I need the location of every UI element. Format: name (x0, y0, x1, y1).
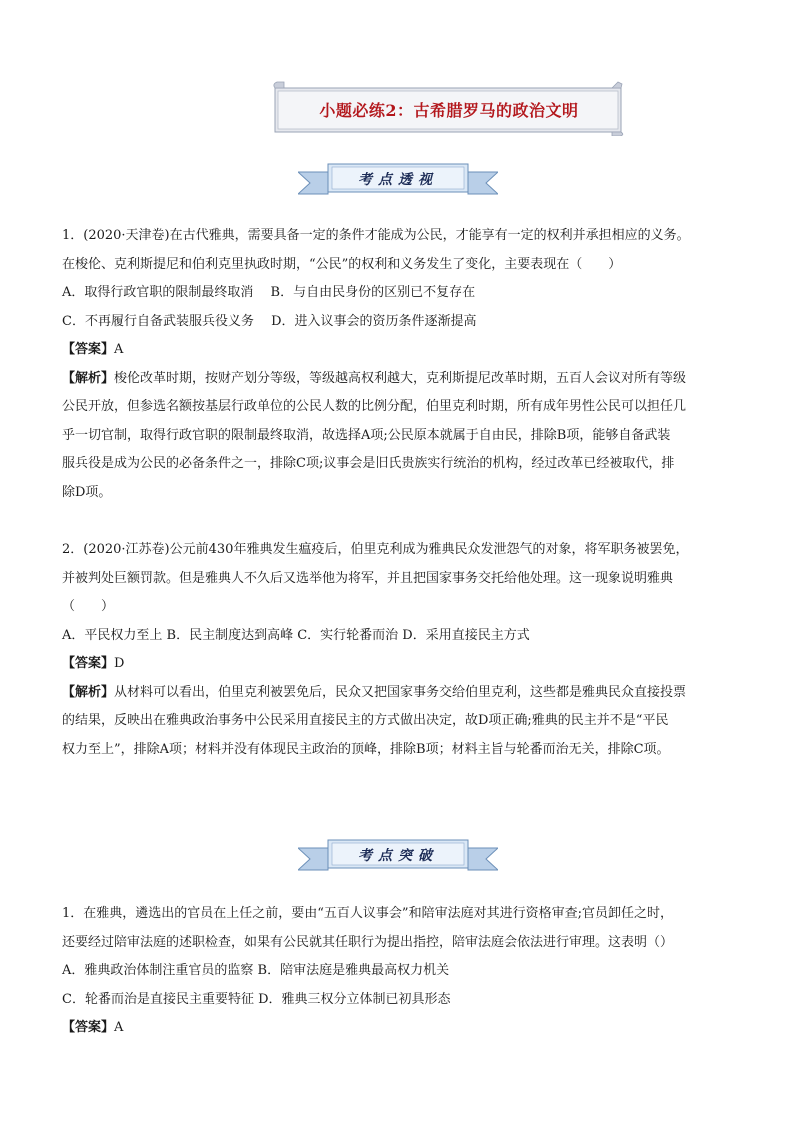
answer-label: 【答案】 (62, 656, 115, 671)
analysis-text: 梭伦改革时期，按财产划分等级，等级越高权利越大，克利斯提尼改革时期，五百人会议对所有等级 (114, 370, 687, 386)
answer-value: D (114, 656, 125, 671)
analysis-line (62, 679, 742, 708)
analysis-text: 的结果，反映出在雅典政治事务中公民采用直接民主的方式做出决定，故D项正确;雅典的民主并不是“平民 (62, 713, 669, 728)
answer-value: A (114, 342, 124, 357)
option-c: C．不再履行自备武装服兵役义务 (62, 313, 254, 329)
practice-question-1 (62, 900, 742, 1043)
analysis-label: 【解析】 (62, 684, 115, 700)
analysis-text: 公民开放，但参选名额按基层行政单位的公民人数的比例分配，伯里克利时期，所有成年男性公民可以担任几 (62, 399, 687, 414)
section-banner-1 (298, 160, 498, 198)
option-row: A．平民权力至上 B．民主制度达到高峰 C．实行轮番而治 D．采用直接民主方式 (62, 627, 530, 643)
option-b: B．与自由民身份的区别已不复存在 (270, 285, 476, 300)
question-stem: （ ） (62, 599, 115, 614)
analysis-line (62, 365, 742, 394)
question-stem: 1．在雅典，遴选出的官员在上任之前，要由“五百人议事会”和陪审法庭对其进行资格审查;官员卸任之时， (62, 906, 673, 921)
answer-value: A (114, 1020, 124, 1035)
section-banner-label: 考点突破 (358, 848, 438, 864)
question-stem: 并被判处巨额罚款。但是雅典人不久后又选举他为将军，并且把国家事务交托给他处理。这一现象说明雅典 (62, 570, 674, 586)
option-row: A．雅典政治体制注重官员的监察 B．陪审法庭是雅典最高权力机关 (62, 963, 450, 978)
question-stem: 2．(2020·江苏卷)公元前430年雅典发生瘟疫后，伯里克利成为雅典民众发泄怨气的对象，将军职务被罢免， (62, 542, 689, 557)
section-banner-2 (298, 836, 498, 874)
analysis-text: 服兵役是成为公民的必备条件之一，排除C项;议事会是旧氏贵族实行统治的机构，经过改革已经被取代，排 (62, 456, 675, 471)
question-stem: 1．(2020·天津卷)在古代雅典，需要具备一定的条件才能成为公民，才能享有一定的权利并承担相应的义务。 (62, 228, 690, 243)
question-1 (62, 222, 742, 507)
answer-line (62, 336, 742, 365)
option-a: A．取得行政官职的限制最终取消 (62, 285, 254, 300)
analysis-text: 权力至上”，排除A项；材料并没有体现民主政治的顶峰，排除B项；材料主旨与轮番而治无关，排除C项。 (62, 741, 670, 757)
section-banner-label: 考点透视 (358, 172, 438, 188)
analysis-label: 【解析】 (62, 370, 115, 386)
analysis-text: 除D项。 (62, 484, 112, 500)
question-stem: 在梭伦、克利斯提尼和伯利克里执政时期，“公民”的权利和义务发生了变化，主要表现在（ ） (62, 256, 622, 272)
option-row (62, 308, 742, 337)
title-scroll (272, 80, 626, 136)
answer-label: 【答案】 (62, 1020, 115, 1035)
answer-label: 【答案】 (62, 342, 115, 357)
option-row (62, 279, 742, 308)
analysis-text: 从材料可以看出，伯里克利被罢免后，民众又把国家事务交给伯里克利，这些都是雅典民众直接投票 (114, 684, 687, 700)
option-d: D．进入议事会的资历条件逐渐提高 (271, 313, 477, 329)
question-2 (62, 536, 742, 764)
option-row: C．轮番而治是直接民主重要特征 D．雅典三权分立体制已初具形态 (62, 991, 451, 1007)
page-title: 小题必练2：古希腊罗马的政治文明 (319, 101, 579, 120)
analysis-text: 乎一切官制，取得行政官职的限制最终取消，故选择A项;公民原本就属于自由民，排除B项，能够自备武装 (62, 427, 671, 443)
answer-line (62, 650, 742, 679)
answer-line (62, 1014, 742, 1043)
question-stem: 还要经过陪审法庭的述职检查，如果有公民就其任职行为提出指控，陪审法庭会依法进行审理。这表明（） (62, 934, 674, 950)
